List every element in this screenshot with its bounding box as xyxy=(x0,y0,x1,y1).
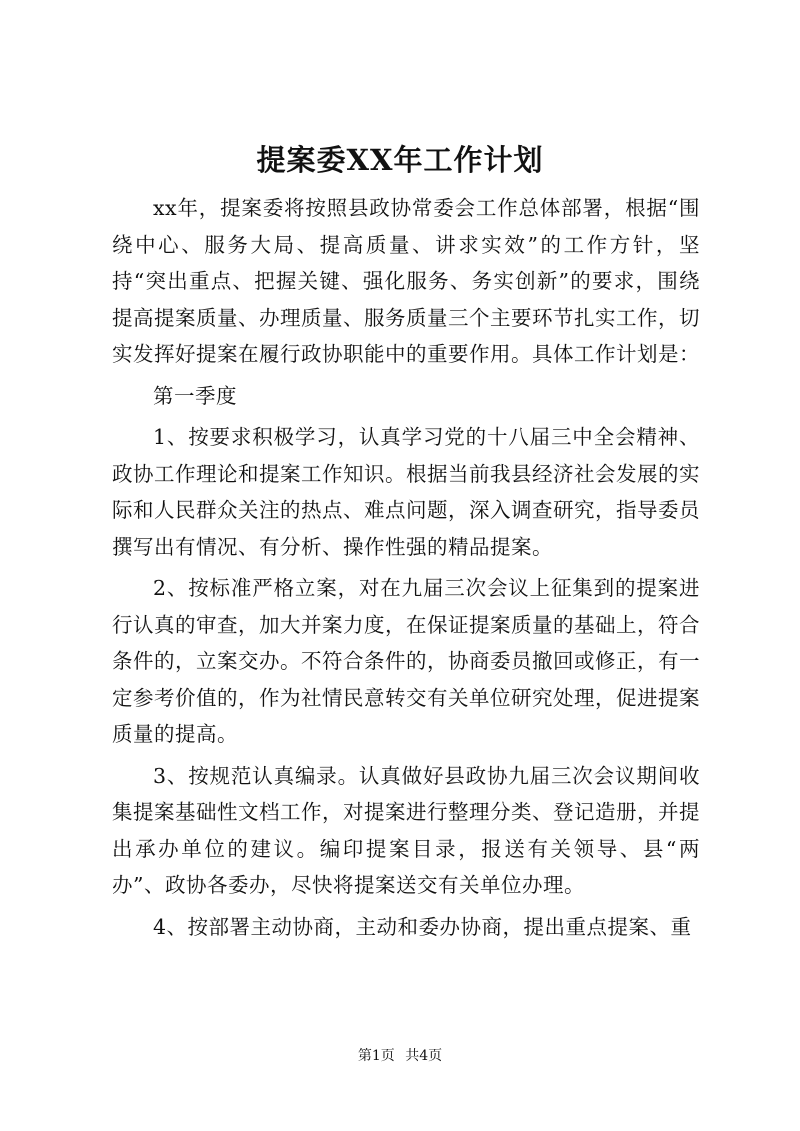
intro-paragraph: xx年，提案委将按照县政协常委会工作总体部署，根据“围绕中心、服务大局、提高质量、讲求实效”的工作方针，坚持“突出重点、把握关键、强化服务、务实创新”的要求，围绕提高提案质量、办理质量、服务质量三个主要环节扎实工作，切实发挥好提案在履行政协职能中的重要作用。具体工作计划是： xyxy=(112,196,700,366)
plan-item-4: 4、按部署主动协商，主动和委办协商，提出重点提案、重 xyxy=(153,914,692,939)
plan-item-2: 2、按标准严格立案，对在九届三次会议上征集到的提案进行认真的审查，加大并案力度，在保证提案质量的基础上，符合条件的，立案交办。不符合条件的，协商委员撤回或修正，有一定参考价值的，作为社情民意转交有关单位研究处理，促进提案质量的提高。 xyxy=(112,576,700,746)
section-heading-q1: 第一季度 xyxy=(153,383,237,408)
page-number: 第1页 xyxy=(357,1048,395,1064)
page-total: 共4页 xyxy=(405,1048,443,1064)
document-title: 提案委XX年工作计划 xyxy=(256,143,544,177)
page-footer xyxy=(0,1046,800,1066)
document-body xyxy=(112,190,700,945)
plan-item-1: 1、按要求积极学习，认真学习党的十八届三中全会精神、政协工作理论和提案工作知识。根据当前我县经济社会发展的实际和人民群众关注的热点、难点问题，深入调查研究，指导委员撰写出有情况、有分析、操作性强的精品提案。 xyxy=(112,425,700,559)
plan-item-3: 3、按规范认真编录。认真做好县政协九届三次会议期间收集提案基础性文档工作，对提案进行整理分类、登记造册，并提出承办单位的建议。编印提案目录，报送有关领导、县“两办”、政协各委办，尽快将提案送交有关单位办理。 xyxy=(112,763,700,897)
